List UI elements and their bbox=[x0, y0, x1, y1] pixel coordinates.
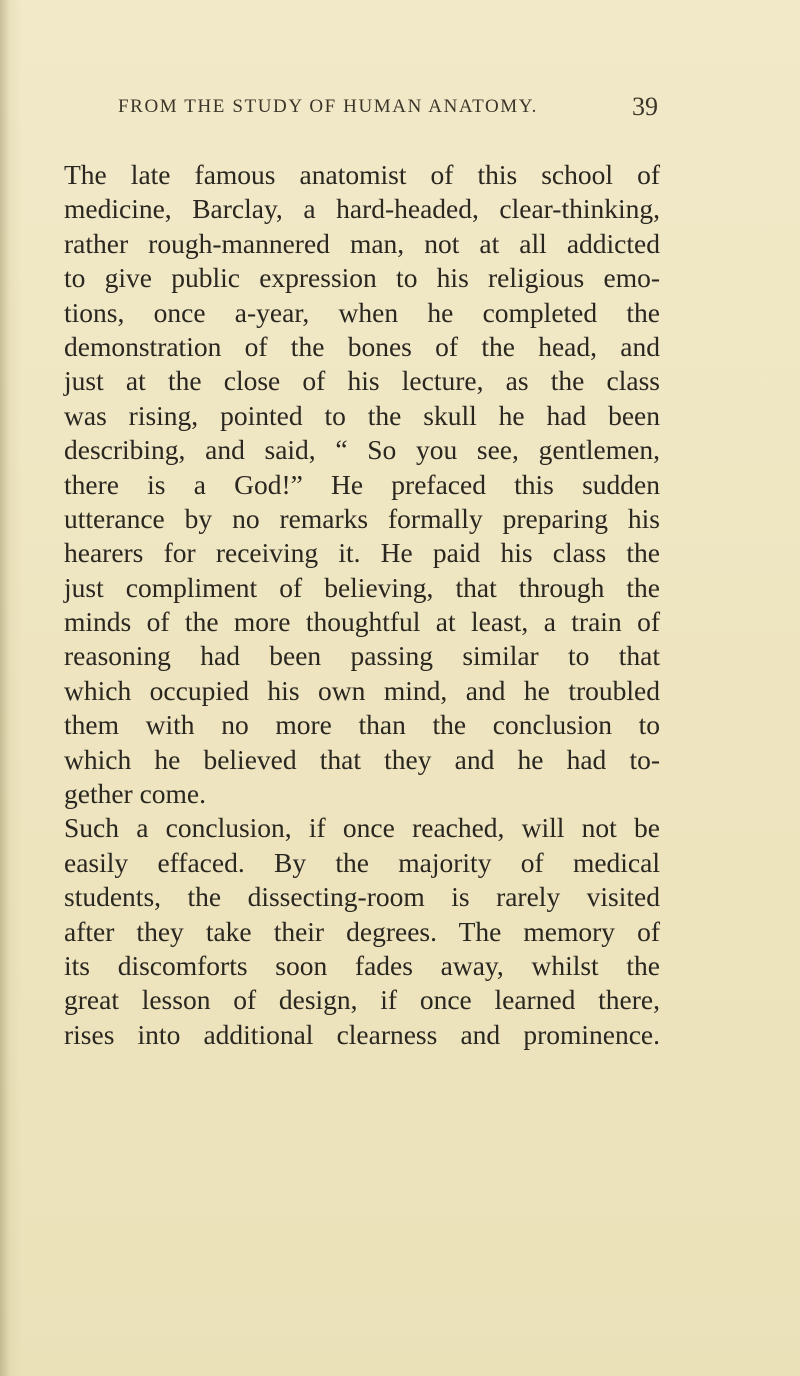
text-line: utterance by no remarks formally preparing his bbox=[64, 502, 660, 534]
running-head-title: FROM THE STUDY OF HUMAN ANATOMY. bbox=[118, 96, 539, 117]
text-line: to give public expression to his religious emo- bbox=[64, 262, 660, 294]
text-line: after they take their degrees. The memory of bbox=[64, 915, 660, 947]
text-line: was rising, pointed to the skull he had been bbox=[64, 399, 660, 431]
text-line: rather rough-mannered man, not at all addicted bbox=[64, 227, 660, 259]
text-line: demonstration of the bones of the head, and bbox=[64, 330, 660, 362]
text-line: rises into additional clearness and prominence. bbox=[64, 1018, 660, 1050]
text-line: Such a conclusion, if once reached, will not be bbox=[64, 812, 660, 844]
text-line: just at the close of his lecture, as the class bbox=[64, 365, 660, 397]
text-line: which occupied his own mind, and he troubled bbox=[64, 674, 660, 706]
text-line: minds of the more thoughtful at least, a train of bbox=[64, 606, 660, 638]
text-line: its discomforts soon fades away, whilst the bbox=[64, 949, 660, 981]
text-line: which he believed that they and he had to- bbox=[64, 743, 660, 775]
text-line: tions, once a-year, when he completed the bbox=[64, 296, 660, 328]
text-line: The late famous anatomist of this school of bbox=[64, 159, 660, 190]
body-text bbox=[64, 158, 660, 1052]
text-line: them with no more than the conclusion to bbox=[64, 709, 660, 741]
text-line: hearers for receiving it. He paid his class the bbox=[64, 537, 660, 569]
text-line: gether come. bbox=[64, 778, 207, 810]
text-line: great lesson of design, if once learned there, bbox=[64, 984, 660, 1016]
text-line: students, the dissecting-room is rarely visited bbox=[64, 881, 660, 913]
text-line: there is a God!” He prefaced this sudden bbox=[64, 468, 660, 500]
text-line: describing, and said, “ So you see, gentlemen, bbox=[64, 434, 660, 466]
text-line: easily effaced. By the majority of medical bbox=[64, 846, 660, 878]
text-line: just compliment of believing, that through the bbox=[64, 571, 660, 603]
text-line: reasoning had been passing similar to that bbox=[64, 640, 660, 672]
text-line: medicine, Barclay, a hard-headed, clear-thinking, bbox=[64, 193, 660, 225]
page-number: 39 bbox=[632, 92, 658, 121]
